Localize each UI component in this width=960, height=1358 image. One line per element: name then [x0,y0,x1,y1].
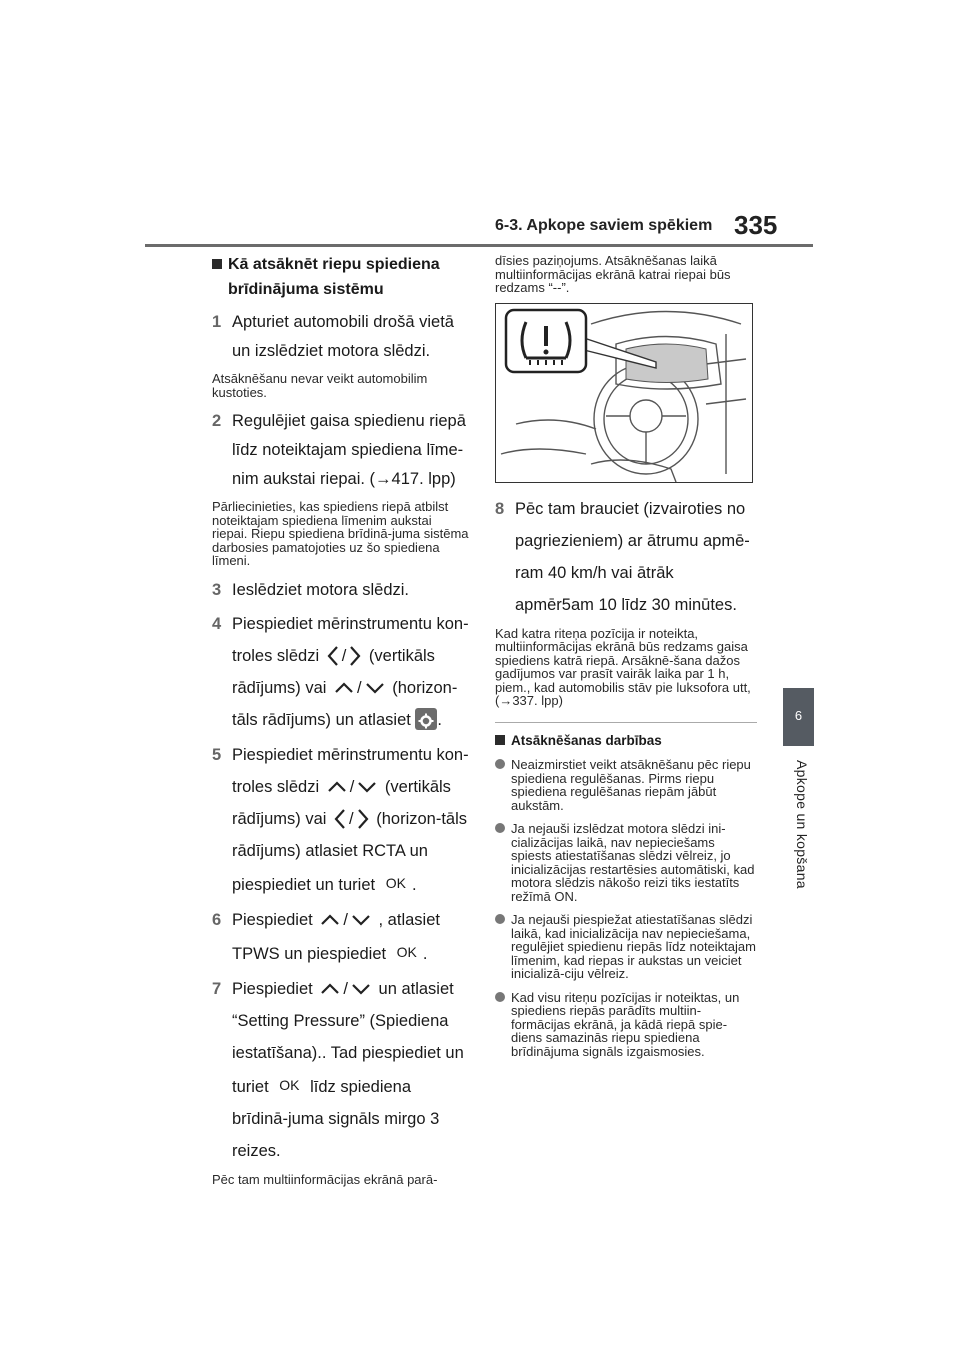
chevron-right-icon [357,808,369,830]
chevron-up-icon [334,682,354,694]
list-item: Neaizmirstiet veikt atsāknēšanu pēc riepu spiediena regulēšanas. Pirms riepu spiediena regulēšanas riepām jābūt aukstām. [495,758,757,812]
list-item: Ja nejauši izslēdzat motora slēdzi ini-cializācijas laikā, nav nepieciešams spiests atiestatīšanas slēdzi vēlreiz, jo inicializācijas restartēsies automātiski, kad motora slēdzis nākošo reizi tiks iestatīts režīmā ON. [495,822,757,903]
step-7: 7 Piespiediet / un atlasiet “Setting Pressure” (Spiediena iestatīšana).. Tad piespiediet un turiet OK līdz spiediena brīdinā-juma signāls mirgo 3 reizes. [212,979,464,1160]
page-number: 335 [734,210,778,240]
note-1: Atsāknēšanu nevar veikt automobilim kustoties. [212,371,428,400]
chapter-number: 6 [794,708,803,723]
chapter-label: Apkope un kopšana [794,760,810,889]
section-heading-2: Atsāknēšanas darbības [495,733,757,748]
list-item: Kad visu riteņu pozīcijas ir noteiktas, un spiediens riepās parādīts multiin-formācijas ekrānā, ja kādā riepā spie-diens samazinās riepu spiediena brīdinājuma signāls izgaismosies. [495,991,757,1059]
bullet-icon [495,992,505,1002]
bullet-icon [495,823,505,833]
chevron-up-icon [320,983,340,995]
square-bullet-icon [212,259,222,269]
gear-icon [415,708,437,730]
step-5: 5 Piespiediet mērinstrumentu kon-troles slēdzi / (vertikāls rādījums) vai / (horizon-tāls rādījums) atlasiet RCTA un piespiediet un turiet OK . [212,739,470,901]
chevron-down-icon [351,914,371,926]
chevron-left-icon [334,808,346,830]
chevron-down-icon [351,983,371,995]
note-4: Kad katra riteņa pozīcija ir noteikta, multiinformācijas ekrānā būs redzams gaisa spiediens katrā riepā. Arsāknē-šana dažos gadījumos var prasīt vairāk laika par 1 h, piem., kad automobilis stāv pie luksofora utt, (→337. lpp) [495,625,751,708]
bullet-icon [495,914,505,924]
step-8: 8 Pēc tam brauciet (izvairoties no pagriezieniem) ar ātrumu apmē-ram 40 km/h vai ātrāk apmēr5am 10 līdz 30 minūtes. [495,499,750,614]
note-continued: dīsies paziņojums. Atsāknēšanas laikā multiinformācijas ekrānā katrai riepai būs redzams “--”. [495,253,731,295]
bullet-icon [495,759,505,769]
section-title: 6-3. Apkope saviem spēkiem [495,217,713,234]
step-6: 6 Piespiediet / , atlasiet TPWS un piespiediet OK . [212,904,470,970]
section-heading: Kā atsāknēt riepu spiediena brīdinājuma sistēmu [212,252,470,302]
step-1: 1 Apturiet automobili drošā vietā un izslēdziet motora slēdzi. [212,313,454,360]
chevron-down-icon [357,781,377,793]
section-divider [495,722,757,724]
list-item: Ja nejauši piespiežat atiestatīšanas slēdzi laikā, kad inicializācija nav nepieciešama, regulējiet spiedienu riepās līdz noteiktajam līmenim, kad riepas ir aukstas un veiciet inicializā-ciju vēlreiz. [495,913,757,981]
ok-button-icon: OK [279,1076,300,1093]
step-3: 3 Ieslēdziet motora slēdzi. [212,580,409,599]
chevron-up-icon [320,914,340,926]
step-4: 4 Piespiediet mērinstrumentu kon-troles slēdzi / (vertikāls rādījums) vai / (horizon-tāls rādījums) un atlasiet . [212,614,469,729]
step-2: 2 Regulējiet gaisa spiedienu riepā līdz noteiktajam spiediena līme-nim aukstai riepai. (→417. lpp) [212,412,466,488]
chevron-left-icon [327,645,339,667]
right-column [495,246,757,1068]
left-column [212,252,470,1194]
square-bullet-icon [495,735,505,745]
note-3: Pēc tam multiinformācijas ekrānā parā- [212,1171,438,1187]
chevron-up-icon [327,781,347,793]
ok-button-icon: OK [385,874,406,891]
chevron-right-icon [349,645,361,667]
ok-button-icon: OK [396,943,417,960]
dashboard-illustration [495,303,753,483]
chevron-down-icon [365,682,385,694]
chapter-tab [783,688,814,746]
note-2: Pārliecinieties, kas spiediens riepā atbilst noteiktajam spiediena līmenim aukstai riepai. Riepu spiediena brīdinā-juma sistēma darbosies pamatojoties uz šo spiediena līmeni. [212,499,469,568]
